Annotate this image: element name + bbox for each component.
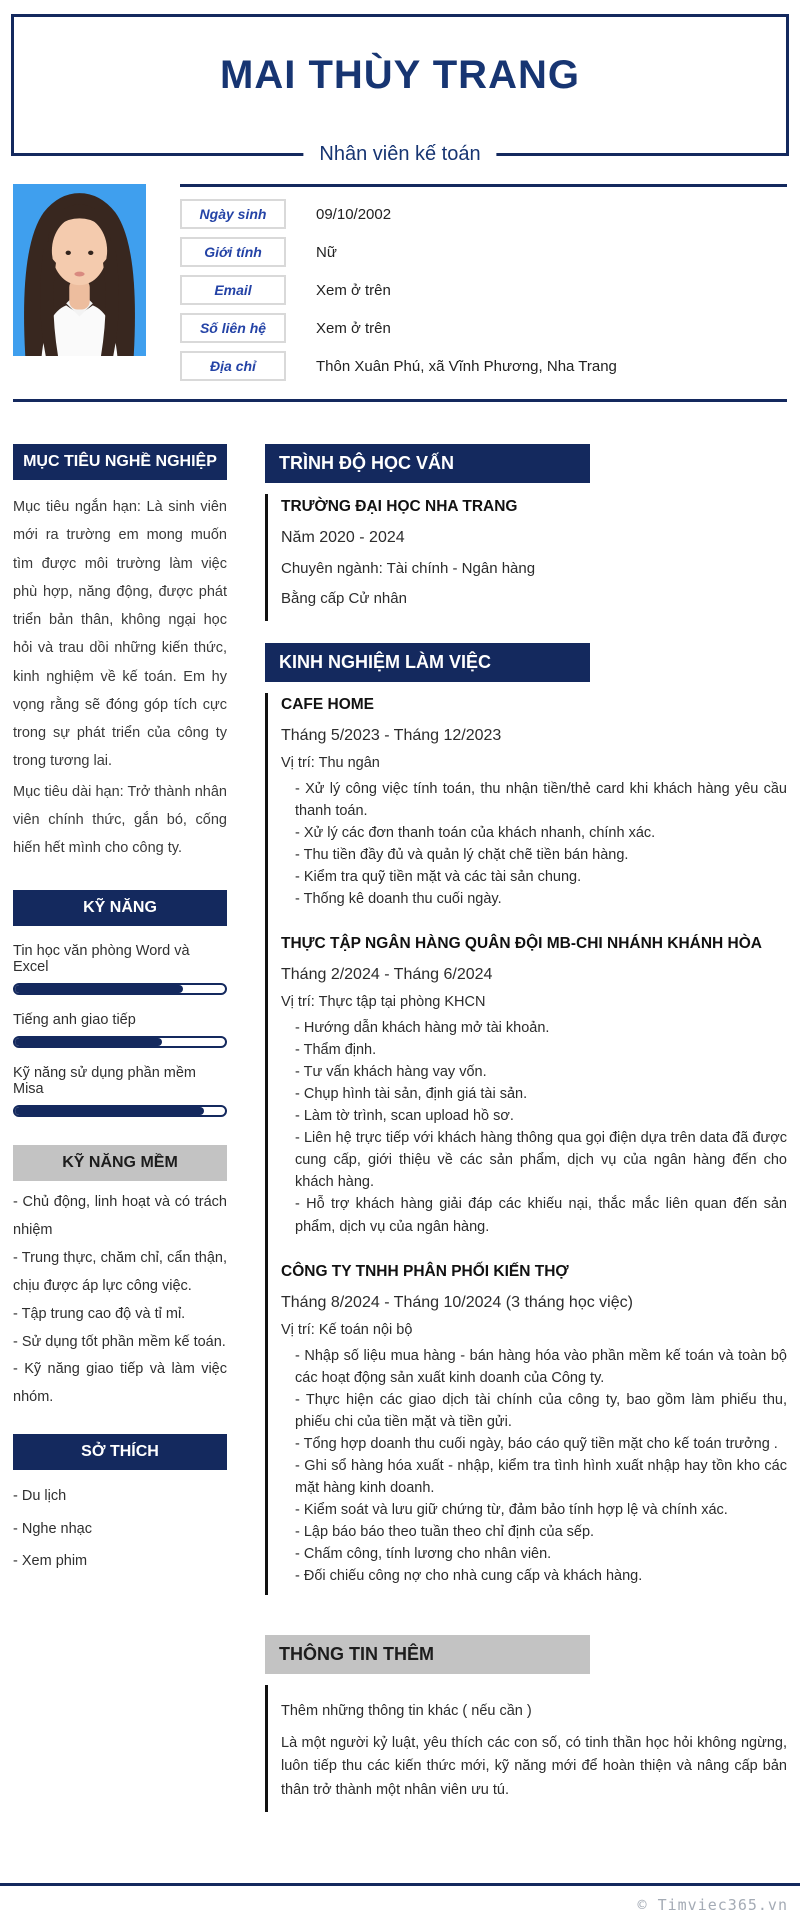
- job-duty: - Chụp hình tài sản, định giá tài sản.: [295, 1086, 528, 1103]
- skill-label: Kỹ năng sử dụng phần mềm Misa: [13, 1065, 197, 1098]
- job-title: Nhân viên kế toán: [303, 141, 496, 168]
- skill-item: [13, 1065, 227, 1117]
- section-heading-skills: KỸ NĂNG: [13, 890, 227, 926]
- job-position: Vị trí: Thu ngân: [281, 755, 380, 772]
- skill-progress-fill: [15, 1107, 204, 1115]
- objective-paragraph: Mục tiêu ngắn hạn: Là sinh viên mới ra trường em mong muốn tìm được môi trường làm việc phù hợp, năng động, được phát triển bản thân, không ngại học hỏi và trau dồi những kiến thức, kinh nghiệm về kế toán. Em hy vọng rằng sẽ đóng góp tích cực trong sự phát triển của công ty trong tương lai.: [13, 499, 227, 770]
- job-duty: - Xử lý các đơn thanh toán của khách nhanh, chính xác.: [295, 825, 656, 842]
- job-duty: - Tư vấn khách hàng vay vốn.: [295, 1064, 487, 1081]
- education-school: TRƯỜNG ĐẠI HỌC NHA TRANG: [281, 498, 518, 515]
- job-duty: - Thu tiền đầy đủ và quản lý chặt chẽ tiền bán hàng.: [295, 847, 629, 864]
- hobby-item: - Nghe nhạc: [13, 1520, 92, 1537]
- job-duty: - Hỗ trợ khách hàng giải đáp các khiếu nại, thắc mắc liên quan đến sản phẩm, dịch vụ của ngân hàng.: [295, 1196, 787, 1235]
- profile-field-label: Số liên hệ: [180, 313, 286, 343]
- skill-progress-bar: [13, 1036, 227, 1048]
- job-duties: [281, 1345, 787, 1587]
- footer-divider: [0, 1883, 800, 1886]
- profile-field-value: Thôn Xuân Phú, xã Vĩnh Phương, Nha Trang: [316, 357, 617, 375]
- section-divider: [13, 399, 787, 402]
- profile-field-value: 09/10/2002: [316, 205, 392, 223]
- job-duty: - Xử lý công việc tính toán, thu nhận tiền/thẻ card khi khách hàng yêu cầu thanh toán.: [295, 781, 787, 820]
- job-duties: [281, 778, 787, 910]
- additional-block: [265, 1685, 787, 1812]
- experience-block: [265, 693, 787, 1595]
- job-duty: - Hướng dẫn khách hàng mở tài khoản.: [295, 1020, 550, 1037]
- watermark: © Timviec365.vn: [637, 1896, 788, 1914]
- skill-item: [13, 943, 227, 995]
- job-duty: - Thực hiện các giao dịch tài chính của công ty, bao gồm làm phiếu thu, phiếu chi của tiền mặt và tiền gửi.: [295, 1391, 787, 1430]
- objective-text: [13, 493, 227, 862]
- job-duty: - Tổng hợp doanh thu cuối ngày, báo cáo quỹ tiền mặt cho kế toán trưởng .: [295, 1435, 778, 1452]
- section-heading-soft-skills: KỸ NĂNG MỀM: [13, 1145, 227, 1181]
- education-years: Năm 2020 - 2024: [281, 529, 405, 546]
- profile-photo: [13, 184, 146, 356]
- job-duty: - Làm tờ trình, scan upload hồ sơ.: [295, 1108, 514, 1125]
- soft-skill-item: - Tập trung cao độ và tỉ mỉ.: [13, 1305, 186, 1322]
- education-degree: Bằng cấp Cử nhân: [281, 590, 407, 607]
- job-duty: - Chấm công, tính lương cho nhân viên.: [295, 1545, 552, 1562]
- profile-field-row: [180, 275, 787, 305]
- additional-note: Thêm những thông tin khác ( nếu cần ): [281, 1702, 532, 1719]
- skill-progress-bar: [13, 983, 227, 995]
- education-major: Chuyên ngành: Tài chính - Ngân hàng: [281, 560, 536, 577]
- soft-skills-list: [13, 1189, 227, 1412]
- profile-field-value: Xem ở trên: [316, 281, 391, 299]
- soft-skill-item: - Chủ động, linh hoạt và có trách nhiệm: [13, 1194, 227, 1239]
- job-period: Tháng 2/2024 - Tháng 6/2024: [281, 966, 493, 984]
- skill-progress-bar: [13, 1105, 227, 1117]
- content-columns: [0, 444, 800, 1812]
- job-duty: - Kiểm soát và lưu giữ chứng từ, đảm bảo tính hợp lệ và chính xác.: [295, 1501, 728, 1518]
- skill-progress-fill: [15, 1038, 162, 1046]
- section-heading-hobbies: SỞ THÍCH: [13, 1434, 227, 1470]
- profile-field-label: Ngày sinh: [180, 199, 286, 229]
- skills-list: [13, 943, 227, 1117]
- job-duties: [281, 1017, 787, 1237]
- profile-section: [13, 184, 787, 389]
- job-duty: - Lập báo báo theo tuần theo chỉ định của sếp.: [295, 1523, 595, 1540]
- job-duty: - Đối chiếu công nợ cho nhà cung cấp và khách hàng.: [295, 1567, 643, 1584]
- job-period: Tháng 5/2023 - Tháng 12/2023: [281, 727, 502, 745]
- hobby-item: - Xem phim: [13, 1553, 88, 1570]
- profile-field-row: [180, 351, 787, 381]
- profile-field-row: [180, 237, 787, 267]
- header-frame: [11, 14, 789, 165]
- job-position: Vị trí: Thực tập tại phòng KHCN: [281, 994, 486, 1011]
- objective-paragraph: Mục tiêu dài hạn: Trở thành nhân viên chính thức, gắn bó, cống hiến hết mình cho công ty.: [13, 783, 227, 857]
- soft-skill-item: - Sử dụng tốt phần mềm kế toán.: [13, 1333, 226, 1350]
- profile-field-label: Giới tính: [180, 237, 286, 267]
- job-position: Vị trí: Kế toán nội bộ: [281, 1321, 413, 1338]
- job-duty: - Ghi sổ hàng hóa xuất - nhập, kiểm tra tình hình xuất nhập hay tồn kho các mặt hàng kinh doanh.: [295, 1457, 787, 1496]
- job-duty: - Liên hệ trực tiếp với khách hàng thông qua gọi điện dựa trên data đã được cung cấp, giới thiệu về các sản phẩm, dịch vụ của ngân hàng đến cho khách hàng.: [295, 1130, 787, 1191]
- profile-field-value: Nữ: [316, 243, 337, 261]
- section-heading-education: TRÌNH ĐỘ HỌC VẤN: [265, 444, 590, 483]
- profile-field-label: Địa chỉ: [180, 351, 286, 381]
- info-top-divider: [180, 184, 787, 187]
- left-column: [13, 444, 227, 1812]
- job-period: Tháng 8/2024 - Tháng 10/2024 (3 tháng học việc): [281, 1293, 633, 1311]
- soft-skill-item: - Kỹ năng giao tiếp và làm việc nhóm.: [13, 1361, 227, 1406]
- profile-field-label: Email: [180, 275, 286, 305]
- section-heading-experience: KINH NGHIỆM LÀM VIỆC: [265, 643, 590, 682]
- additional-text: Là một người kỷ luật, yêu thích các con số, có tinh thần học hỏi không ngừng, luôn tiếp thu các kiến thức mới, kỹ năng mới để hoàn thiện và nâng cấp bản thân trở thành một nhân viên ưu tú.: [281, 1734, 787, 1798]
- portrait-illustration: [13, 184, 146, 356]
- job-company: THỰC TẬP NGÂN HÀNG QUÂN ĐỘI MB-CHI NHÁNH KHÁNH HÒA: [281, 935, 762, 953]
- profile-fields: [180, 199, 787, 381]
- hobby-item: - Du lịch: [13, 1488, 67, 1505]
- job-duty: - Thống kê doanh thu cuối ngày.: [295, 891, 502, 908]
- soft-skill-item: - Trung thực, chăm chỉ, cẩn thận, chịu được áp lực công việc.: [13, 1250, 227, 1294]
- education-block: [265, 494, 787, 621]
- job-company: CAFE HOME: [281, 696, 374, 713]
- profile-info: [180, 184, 787, 389]
- profile-field-row: [180, 199, 787, 229]
- job-duty: - Kiểm tra quỹ tiền mặt và các tài sản chung.: [295, 869, 582, 886]
- skill-item: [13, 1012, 227, 1048]
- job-duty: - Nhập số liệu mua hàng - bán hàng hóa vào phần mềm kế toán và toàn bộ các hoạt động sản xuất kinh doanh của Công ty.: [295, 1347, 787, 1386]
- section-heading-additional: THÔNG TIN THÊM: [265, 1635, 590, 1674]
- skill-label: Tin học văn phòng Word và Excel: [13, 943, 190, 976]
- job-company: CÔNG TY TNHH PHÂN PHỐI KIẾN THỢ: [281, 1262, 569, 1280]
- section-heading-objective: MỤC TIÊU NGHỀ NGHIỆP: [13, 444, 227, 480]
- skill-progress-fill: [15, 985, 183, 993]
- right-column: [265, 444, 787, 1812]
- job-duty: - Thẩm định.: [295, 1042, 377, 1059]
- profile-field-value: Xem ở trên: [316, 319, 391, 337]
- skill-label: Tiếng anh giao tiếp: [13, 1012, 136, 1029]
- candidate-name: MAI THÙY TRANG: [220, 53, 580, 97]
- profile-field-row: [180, 313, 787, 343]
- hobbies-list: [13, 1480, 227, 1578]
